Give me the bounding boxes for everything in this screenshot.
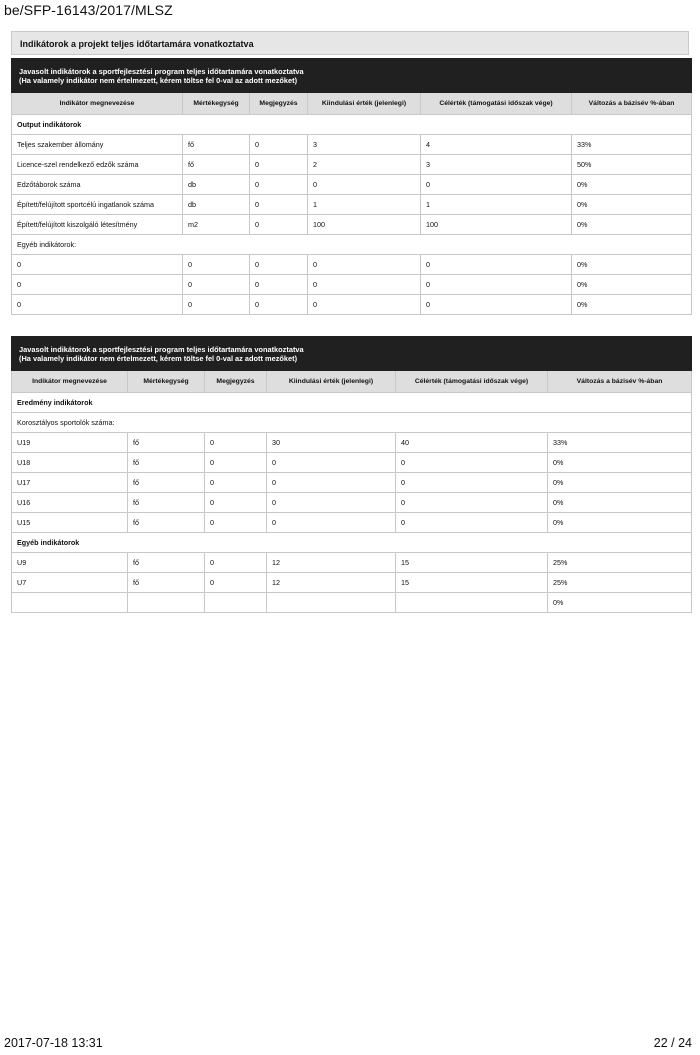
header-cell: Indikátor megnevezése [12, 93, 183, 115]
result-indicators-table [11, 336, 692, 613]
table-cell: Edzőtáborok száma [12, 175, 183, 195]
table-cell: 0% [548, 513, 692, 533]
header-cell: Indikátor megnevezése [12, 371, 128, 393]
header-cell: Változás a bázisév %-ában [572, 93, 692, 115]
group-label: Eredmény indikátorok [12, 393, 692, 413]
table-cell: fő [128, 573, 205, 593]
table-cell: 0 [396, 513, 548, 533]
subgroup-label: Korosztályos sportolók száma: [12, 413, 692, 433]
table-cell: 15 [396, 553, 548, 573]
table-cell: 0 [421, 275, 572, 295]
group-row [12, 393, 692, 413]
table-header-row [12, 371, 692, 393]
table-cell: 0% [572, 215, 692, 235]
table-cell: 40 [396, 433, 548, 453]
section-title: Indikátorok a projekt teljes időtartamára vonatkoztatva [11, 31, 689, 55]
table-cell: 0 [267, 513, 396, 533]
table-row [12, 593, 692, 613]
group-row [12, 235, 692, 255]
table-cell: 12 [267, 553, 396, 573]
table-cell: 0 [396, 493, 548, 513]
table-cell: 0 [308, 275, 421, 295]
group-label: Output indikátorok [12, 115, 692, 135]
group-label: Egyéb indikátorok [12, 533, 692, 553]
table-cell: fő [183, 135, 250, 155]
table-cell: 100 [308, 215, 421, 235]
table-cell [128, 593, 205, 613]
table-cell: 1 [308, 195, 421, 215]
table-cell: 0 [205, 553, 267, 573]
table-row [12, 453, 692, 473]
group-row [12, 533, 692, 553]
table-cell: fő [128, 513, 205, 533]
table-cell: 0 [396, 473, 548, 493]
table-cell: 0 [205, 473, 267, 493]
table-cell: 3 [308, 135, 421, 155]
group-label: Egyéb indikátorok: [12, 235, 692, 255]
table-cell: 50% [572, 155, 692, 175]
table-cell: db [183, 175, 250, 195]
table-cell: Épített/felújított kiszolgáló létesítmény [12, 215, 183, 235]
table-cell: 0% [548, 493, 692, 513]
table-cell: 0% [548, 593, 692, 613]
header-cell: Mértékegység [183, 93, 250, 115]
group-row [12, 115, 692, 135]
table-row [12, 493, 692, 513]
table-row [12, 135, 692, 155]
table-row [12, 175, 692, 195]
table-cell: 33% [548, 433, 692, 453]
print-timestamp: 2017-07-18 13:31 [4, 1036, 103, 1050]
table-cell: 0 [205, 513, 267, 533]
table-title [12, 337, 692, 371]
table-title-line1: Javasolt indikátorok a sportfejlesztési program teljes időtartamára vonatkoztatva [19, 66, 304, 76]
table-cell: 0% [572, 275, 692, 295]
table-cell: 0 [12, 255, 183, 275]
table-cell: 0% [572, 195, 692, 215]
table-cell: fő [128, 553, 205, 573]
table-row [12, 215, 692, 235]
table-cell: U15 [12, 513, 128, 533]
header-cell: Változás a bázisév %-ában [548, 371, 692, 393]
table-title-line1: Javasolt indikátorok a sportfejlesztési program teljes időtartamára vonatkoztatva [19, 344, 304, 354]
table-cell: 0 [12, 295, 183, 315]
table-cell: 100 [421, 215, 572, 235]
table-cell [205, 593, 267, 613]
table-row [12, 195, 692, 215]
table-cell: 0 [267, 473, 396, 493]
table-cell: 0 [250, 255, 308, 275]
header-cell: Mértékegység [128, 371, 205, 393]
table-cell: 0 [250, 135, 308, 155]
table-cell [396, 593, 548, 613]
table-cell: 1 [421, 195, 572, 215]
table-cell: 0 [205, 493, 267, 513]
table-row [12, 155, 692, 175]
table-cell: 2 [308, 155, 421, 175]
table-title [12, 59, 692, 93]
table-cell: 0 [250, 195, 308, 215]
table-cell: 0 [183, 255, 250, 275]
table-cell: 0 [267, 453, 396, 473]
table-cell: 0 [421, 175, 572, 195]
group-row [12, 413, 692, 433]
table-cell: U16 [12, 493, 128, 513]
table-cell: 0 [205, 433, 267, 453]
table-cell: 0% [548, 473, 692, 493]
table-cell: 0 [308, 295, 421, 315]
table-row [12, 295, 692, 315]
table-cell: U19 [12, 433, 128, 453]
table-title-line2: (Ha valamely indikátor nem értelmezett, kérem töltse fel 0-val az adott mezőket) [19, 353, 298, 363]
table-cell: 0 [250, 155, 308, 175]
table-cell: 0 [308, 175, 421, 195]
table-cell: 0 [250, 215, 308, 235]
table-cell: fő [128, 493, 205, 513]
table-cell: 0 [396, 453, 548, 473]
table-cell: 0 [421, 295, 572, 315]
page-number: 22 / 24 [653, 1036, 692, 1050]
table-cell: db [183, 195, 250, 215]
table-row [12, 513, 692, 533]
table-cell: U7 [12, 573, 128, 593]
document-id: be/SFP-16143/2017/MLSZ [4, 2, 173, 18]
table-cell: fő [183, 155, 250, 175]
table-cell: Épített/felújított sportcélú ingatlanok száma [12, 195, 183, 215]
table-row [12, 275, 692, 295]
table-cell: 0% [548, 453, 692, 473]
table-cell: 33% [572, 135, 692, 155]
table-cell: 0 [421, 255, 572, 275]
table-cell: 0 [183, 275, 250, 295]
header-cell: Célérték (támogatási időszak vége) [421, 93, 572, 115]
table-cell: fő [128, 433, 205, 453]
table-cell: 15 [396, 573, 548, 593]
table-cell: U17 [12, 473, 128, 493]
table-cell: 0% [572, 255, 692, 275]
table-row [12, 573, 692, 593]
table-cell: 0 [308, 255, 421, 275]
table-cell [12, 593, 128, 613]
header-cell: Kiindulási érték (jelenlegi) [308, 93, 421, 115]
table-cell: Teljes szakember állomány [12, 135, 183, 155]
table-cell: 0 [267, 493, 396, 513]
table-header-row [12, 93, 692, 115]
header-cell: Kiindulási érték (jelenlegi) [267, 371, 396, 393]
table-cell: fő [128, 473, 205, 493]
header-cell: Megjegyzés [250, 93, 308, 115]
output-indicators-table [11, 58, 692, 315]
table-row [12, 433, 692, 453]
table-cell: 0 [250, 295, 308, 315]
table-cell: 4 [421, 135, 572, 155]
table-cell: fő [128, 453, 205, 473]
table-cell: 0 [250, 175, 308, 195]
table-cell: Licence-szel rendelkező edzők száma [12, 155, 183, 175]
table-cell: 0 [205, 453, 267, 473]
table-row [12, 553, 692, 573]
table-cell: 25% [548, 573, 692, 593]
table-row [12, 473, 692, 493]
table-cell: 3 [421, 155, 572, 175]
table-cell: 0 [250, 275, 308, 295]
table-row [12, 255, 692, 275]
table-cell: 0% [572, 295, 692, 315]
table-cell: 0 [183, 295, 250, 315]
table-cell: 30 [267, 433, 396, 453]
table-cell: 12 [267, 573, 396, 593]
table-cell [267, 593, 396, 613]
table-cell: U18 [12, 453, 128, 473]
table-cell: m2 [183, 215, 250, 235]
table-cell: 0 [205, 573, 267, 593]
table-title-line2: (Ha valamely indikátor nem értelmezett, kérem töltse fel 0-val az adott mezőket) [19, 75, 298, 85]
table-cell: 25% [548, 553, 692, 573]
header-cell: Megjegyzés [205, 371, 267, 393]
table-cell: U9 [12, 553, 128, 573]
table-cell: 0 [12, 275, 183, 295]
table-cell: 0% [572, 175, 692, 195]
header-cell: Célérték (támogatási időszak vége) [396, 371, 548, 393]
